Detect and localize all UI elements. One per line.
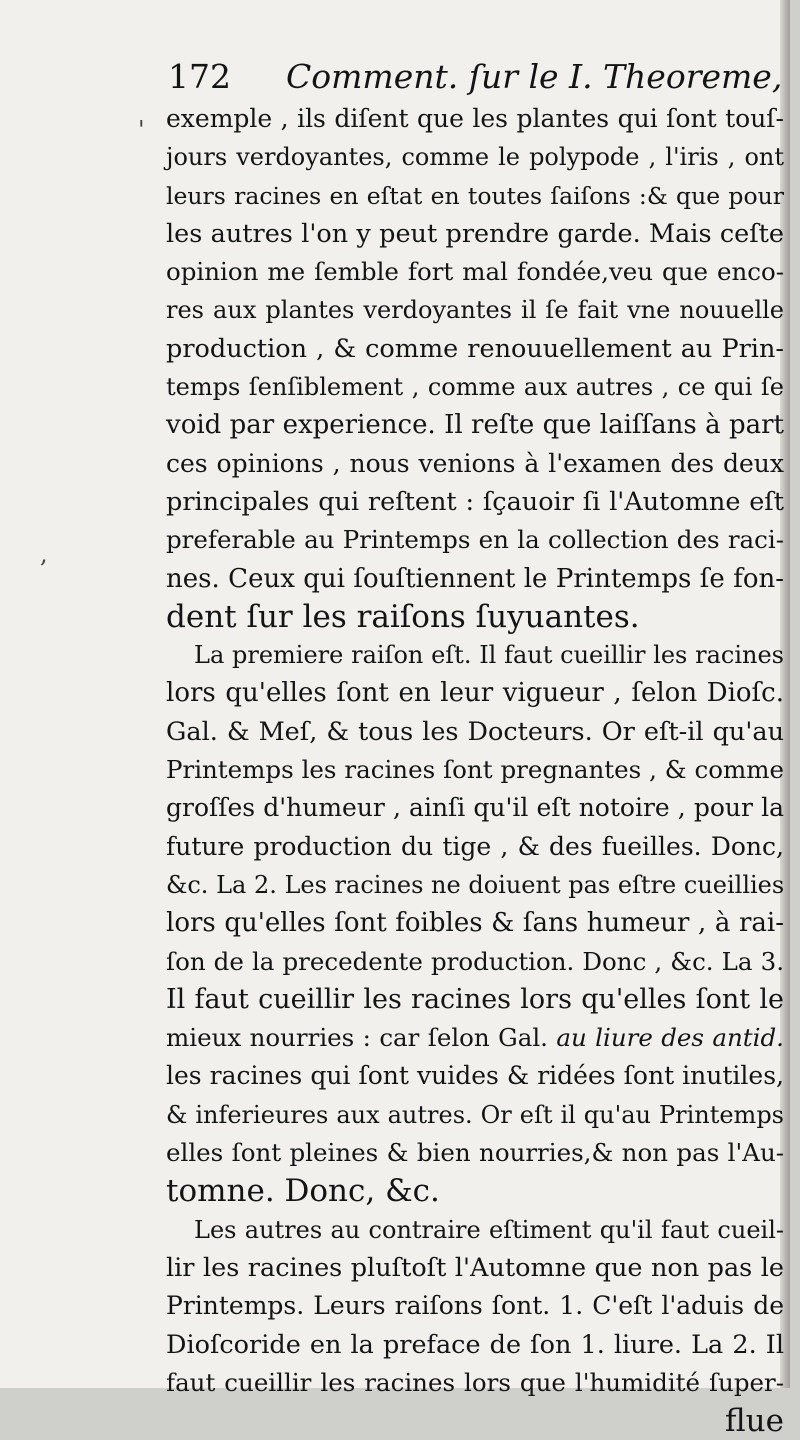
text-line: lors qu'elles ſont en leur vigueur , ſelon Dioſc.	[166, 678, 784, 709]
running-title: Comment. ſur le I. Theoreme,	[286, 57, 783, 96]
text-line: Printemps. Leurs raiſons ſont. 1. C'eſt l'aduis de	[166, 1291, 784, 1321]
text-line	[166, 1019, 784, 1057]
text-line: Printemps les racines ſont pregnantes , & comme	[166, 755, 784, 785]
text-line: elles ſont pleines & bien nourries,& non pas l'Au-	[166, 1138, 784, 1168]
text-line: Gal. & Meſ, & tous les Docteurs. Or eſt-il qu'au	[166, 716, 784, 747]
text-line: temps ſenſiblement , comme aux autres , ce qui ſe	[166, 373, 784, 402]
text-line: exemple , ils diſent que les plantes qui ſont touſ-	[166, 104, 784, 133]
text-line: lir les racines pluſtoſt l'Automne que non pas le	[166, 1252, 784, 1283]
page-header	[168, 54, 783, 100]
text-line: opinion me ſemble fort mal fondée,veu que enco-	[166, 257, 784, 287]
margin-mark: '	[138, 116, 145, 144]
text-line: jours verdoyantes, comme le polypode , l'iris , ont	[166, 143, 784, 172]
text-line: tomne. Donc, &c.	[166, 1173, 440, 1210]
text-line: Il faut cueillir les racines lors qu'elles ſont le	[166, 983, 784, 1015]
text-line: principales qui reſtent : ſçauoir ſi l'Automne eſt	[166, 486, 784, 517]
text-line-roman: mieux nourries : car ſelon Gal.	[166, 1023, 548, 1053]
text-line: void par experience. Il reſte que laiſſans à part	[166, 410, 784, 441]
text-line: La premiere raiſon eſt. Il faut cueillir les racines	[194, 641, 784, 670]
margin-mark: ,	[40, 540, 48, 568]
text-line: ces opinions , nous venions à l'examen des deux	[166, 448, 784, 478]
text-line: groſſes d'humeur , ainſi qu'il eſt notoire , pour la	[166, 793, 784, 823]
text-line: preferable au Printemps en la collection des raci-	[166, 525, 784, 555]
text-line: & inferieures aux autres. Or eſt il qu'au Printemps	[166, 1100, 784, 1129]
text-line: faut cueillir les racines lors que l'humidité ſuper-	[166, 1367, 784, 1397]
text-line: leurs racines en eſtat en toutes ſaiſons :& que pour	[166, 181, 784, 210]
text-line: nes. Ceux qui ſouſtiennent le Printemps ſe fon-	[166, 563, 784, 594]
catchword: flue	[725, 1403, 784, 1440]
text-line: les racines qui ſont vuides & ridées ſont inutiles,	[166, 1061, 784, 1091]
text-line: Les autres au contraire eſtiment qu'il faut cueil-	[194, 1215, 784, 1244]
italic-citation: au liure des antid.	[556, 1023, 784, 1053]
text-line: production , & comme renouuellement au Prin-	[166, 333, 784, 364]
text-line: ſon de la precedente production. Donc , &c. La 3.	[166, 946, 784, 976]
text-block	[166, 100, 784, 1440]
text-line: les autres l'on y peut prendre garde. Mais ceſte	[166, 218, 784, 249]
text-line: future production du tige , & des fueilles. Donc,	[166, 831, 784, 861]
page-number: 172	[168, 57, 231, 96]
text-line: res aux plantes verdoyantes il ſe fait vne nouuelle	[166, 296, 784, 325]
text-line: lors qu'elles ſont foibles & ſans humeur , à rai-	[166, 908, 784, 939]
text-line: &c. La 2. Les racines ne doiuent pas eſtre cueillies	[166, 870, 785, 899]
text-line: dent ſur les raiſons ſuyuantes.	[166, 598, 640, 635]
text-line: Dioſcoride en la preface de ſon 1. liure. La 2. Il	[166, 1329, 784, 1360]
